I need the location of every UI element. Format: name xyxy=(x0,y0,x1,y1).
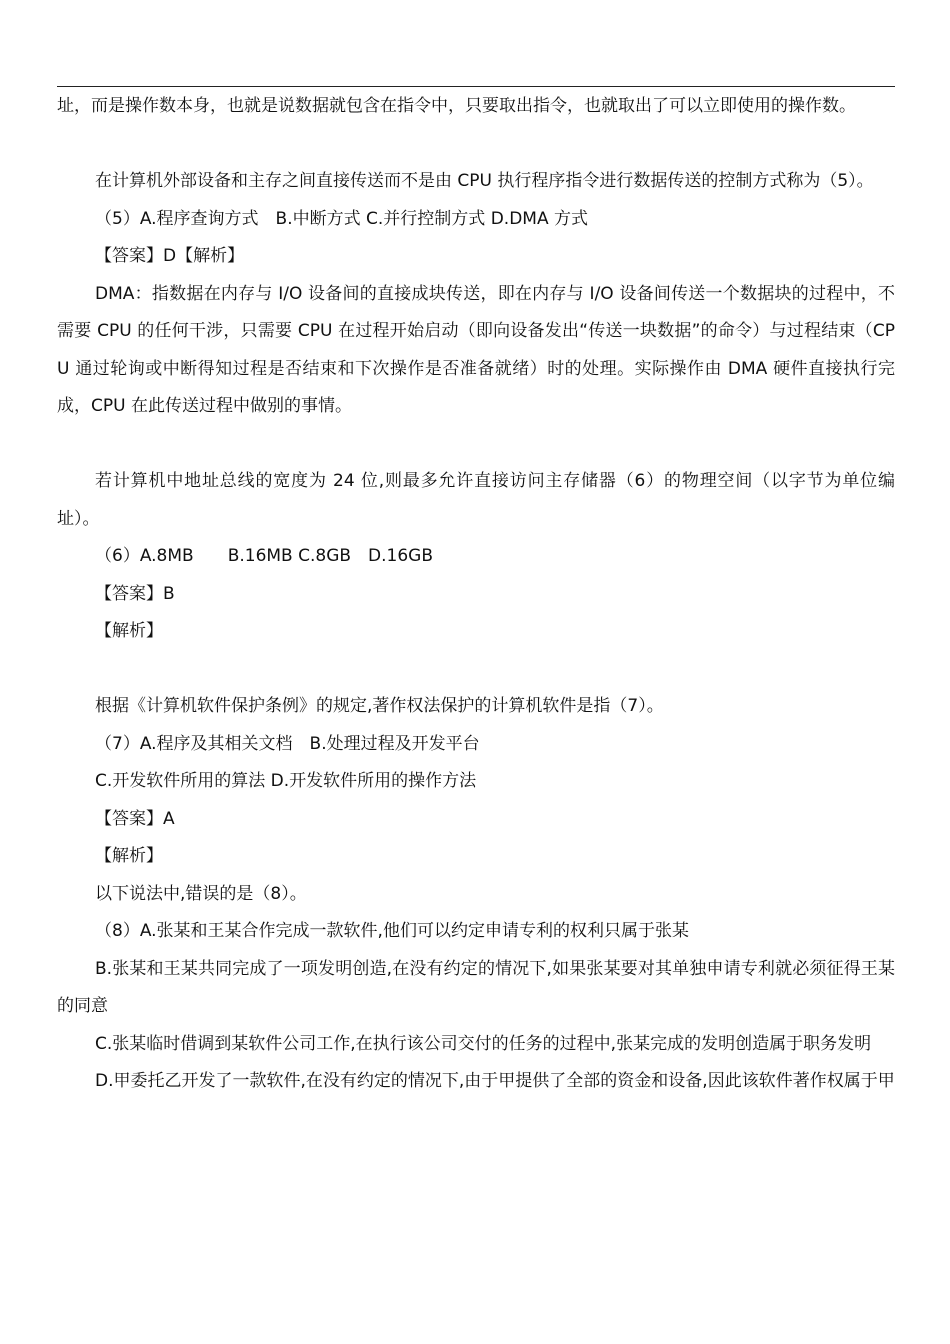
question-8-option-b: B.张某和王某共同完成了一项发明创造,在没有约定的情况下,如果张某要对其单独申请专利就必须征得王某的同意 xyxy=(57,958,895,1016)
question-8-option-c: C.张某临时借调到某软件公司工作,在执行该公司交付的任务的过程中,张某完成的发明创造属于职务发明 xyxy=(95,1033,872,1054)
question-6-answer: 【答案】B xyxy=(95,583,175,604)
question-7-options-line-2: C.开发软件所用的算法 D.开发软件所用的操作方法 xyxy=(95,771,477,791)
document-body xyxy=(57,88,895,1101)
question-8-stem: 以下说法中,错误的是（8）。 xyxy=(95,883,307,904)
question-7-explanation: 【解析】 xyxy=(95,846,163,866)
question-6-stem: 若计算机中地址总线的宽度为 24 位,则最多允许直接访问主存储器（6）的物理空间（以字节为单位编址）。 xyxy=(57,471,895,529)
question-8-option-d: D.甲委托乙开发了一款软件,在没有约定的情况下,由于甲提供了全部的资金和设备,因此该软件著作权属于甲 xyxy=(95,1071,895,1091)
question-6-explanation: 【解析】 xyxy=(95,621,163,641)
question-5-answer: 【答案】D【解析】 xyxy=(95,246,245,266)
question-7-answer: 【答案】A xyxy=(95,808,175,829)
spacer xyxy=(57,126,895,164)
question-5-stem: 在计算机外部设备和主存之间直接传送而不是由 CPU 执行程序指令进行数据传送的控制方式称为（5）。 xyxy=(95,171,874,191)
header-rule xyxy=(57,86,895,87)
question-5-explanation: DMA：指数据在内存与 I/O 设备间的直接成块传送，即在内存与 I/O 设备间传送一个数据块的过程中，不需要 CPU 的任何干涉，只需要 CPU 在过程开始启动（即向设备发出“传送一块数据”的命令）与过程结束（CPU 通过轮询或中断得知过程是否结束和下次操作是否准备就绪）时的处理。实际操作由 DMA 硬件直接执行完成，CPU 在此传送过程中做别的事情。 xyxy=(57,283,895,416)
question-7-stem: 根据《计算机软件保护条例》的规定,著作权法保护的计算机软件是指（7）。 xyxy=(95,696,664,716)
question-7-options-line-1: （7）A.程序及其相关文档 B.处理过程及开发平台 xyxy=(95,733,480,754)
spacer xyxy=(57,426,895,464)
question-8-option-a: （8）A.张某和王某合作完成一款软件,他们可以约定申请专利的权利只属于张某 xyxy=(95,921,689,941)
spacer xyxy=(57,651,895,689)
question-5-options: （5）A.程序查询方式 B.中断方式 C.并行控制方式 D.DMA 方式 xyxy=(95,208,588,229)
question-6-options: （6）A.8MB B.16MB C.8GB D.16GB xyxy=(95,546,434,566)
paragraph-continuation: 址，而是操作数本身，也就是说数据就包含在指令中，只要取出指令，也就取出了可以立即使用的操作数。 xyxy=(57,96,856,116)
